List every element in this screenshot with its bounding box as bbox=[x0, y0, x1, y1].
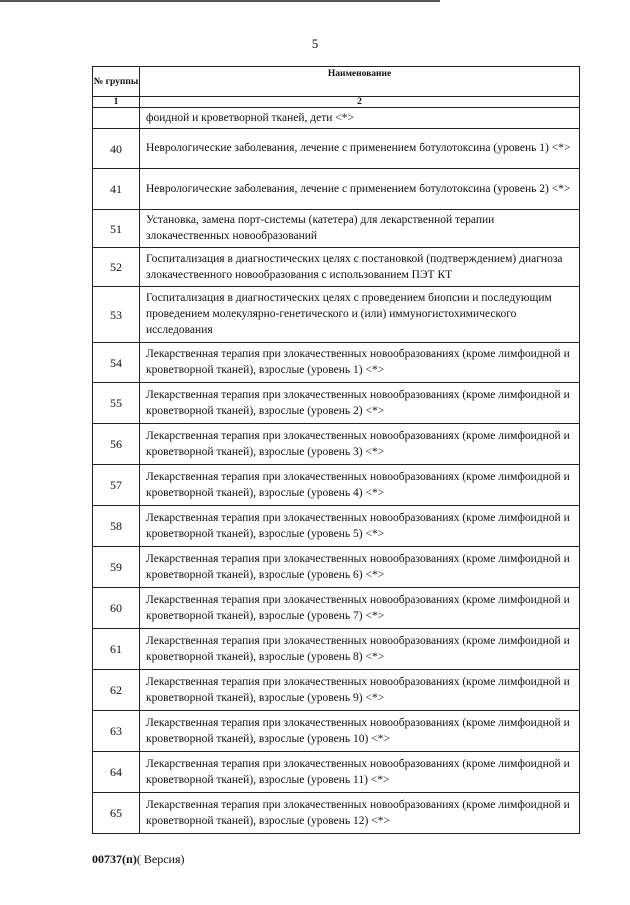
group-number-cell: 41 bbox=[93, 169, 140, 210]
table-row bbox=[93, 588, 580, 629]
group-name-cell: Лекарственная терапия при злокачественных новообразованиях (кроме лимфоидной и кроветворной тканей), взрослые (уровень 1) <*> bbox=[140, 343, 580, 383]
group-name-cell: Лекарственная терапия при злокачественных новообразованиях (кроме лимфоидной и кроветворной тканей), взрослые (уровень 5) <*> bbox=[140, 506, 580, 547]
table-row bbox=[93, 547, 580, 588]
continuation-number-cell bbox=[93, 108, 140, 129]
table-header-row bbox=[93, 67, 580, 97]
document-footer bbox=[92, 852, 185, 867]
group-number-cell: 54 bbox=[93, 343, 140, 383]
name-header: Наименование bbox=[140, 67, 580, 97]
group-number-cell: 60 bbox=[93, 588, 140, 629]
group-name-cell: Лекарственная терапия при злокачественных новообразованиях (кроме лимфоидной и кроветворной тканей), взрослые (уровень 4) <*> bbox=[140, 465, 580, 506]
table-row bbox=[93, 752, 580, 793]
group-number-header: № группы bbox=[93, 67, 140, 97]
page-number: 5 bbox=[311, 36, 319, 51]
table-row bbox=[93, 287, 580, 343]
group-name-cell: Лекарственная терапия при злокачественных новообразованиях (кроме лимфоидной и кроветворной тканей), взрослые (уровень 3) <*> bbox=[140, 424, 580, 465]
table-row bbox=[93, 129, 580, 169]
group-name-cell: Неврологические заболевания, лечение с применением ботулотоксина (уровень 1) <*> bbox=[140, 129, 580, 169]
group-number-cell: 63 bbox=[93, 711, 140, 752]
table-row bbox=[93, 793, 580, 834]
group-number-cell: 51 bbox=[93, 210, 140, 248]
group-name-cell: Госпитализация в диагностических целях с проведением биопсии и последующим проведением молекулярно-генетического и (или) иммуногистохимического исследования bbox=[140, 287, 580, 343]
table-row bbox=[93, 424, 580, 465]
footer-code: 00737(п) bbox=[92, 852, 137, 866]
group-number-cell: 61 bbox=[93, 629, 140, 670]
group-name-cell: Лекарственная терапия при злокачественных новообразованиях (кроме лимфоидной и кроветворной тканей), взрослые (уровень 12) <*> bbox=[140, 793, 580, 834]
group-number-cell: 65 bbox=[93, 793, 140, 834]
group-number-cell: 58 bbox=[93, 506, 140, 547]
table-body bbox=[93, 108, 580, 834]
group-name-cell: Лекарственная терапия при злокачественных новообразованиях (кроме лимфоидной и кроветворной тканей), взрослые (уровень 6) <*> bbox=[140, 547, 580, 588]
group-number-cell: 52 bbox=[93, 248, 140, 287]
table-row bbox=[93, 711, 580, 752]
group-number-cell: 62 bbox=[93, 670, 140, 711]
group-number-cell: 55 bbox=[93, 383, 140, 424]
footer-version: ( Версия) bbox=[136, 852, 185, 866]
group-name-cell: Госпитализация в диагностических целях с постановкой (подтверждением) диагноза злокачественного новообразования с использованием ПЭТ КТ bbox=[140, 248, 580, 287]
group-name-cell: Лекарственная терапия при злокачественных новообразованиях (кроме лимфоидной и кроветворной тканей), взрослые (уровень 7) <*> bbox=[140, 588, 580, 629]
column-index-1: 1 bbox=[93, 97, 140, 108]
table-row bbox=[93, 465, 580, 506]
table-row bbox=[93, 506, 580, 547]
group-name-cell: Лекарственная терапия при злокачественных новообразованиях (кроме лимфоидной и кроветворной тканей), взрослые (уровень 10) <*> bbox=[140, 711, 580, 752]
column-index-2: 2 bbox=[140, 97, 580, 108]
group-number-cell: 57 bbox=[93, 465, 140, 506]
group-name-cell: Неврологические заболевания, лечение с применением ботулотоксина (уровень 2) <*> bbox=[140, 169, 580, 210]
group-name-cell: Лекарственная терапия при злокачественных новообразованиях (кроме лимфоидной и кроветворной тканей), взрослые (уровень 8) <*> bbox=[140, 629, 580, 670]
group-number-cell: 59 bbox=[93, 547, 140, 588]
table-row bbox=[93, 210, 580, 248]
group-number-cell: 40 bbox=[93, 129, 140, 169]
group-name-cell: Установка, замена порт-системы (катетера) для лекарственной терапии злокачественных новообразований bbox=[140, 210, 580, 248]
groups-table bbox=[92, 66, 580, 834]
table-row bbox=[93, 670, 580, 711]
table-row bbox=[93, 343, 580, 383]
group-number-cell: 64 bbox=[93, 752, 140, 793]
group-name-cell: Лекарственная терапия при злокачественных новообразованиях (кроме лимфоидной и кроветворной тканей), взрослые (уровень 2) <*> bbox=[140, 383, 580, 424]
column-index-row bbox=[93, 97, 580, 108]
continuation-text: фоидной и кроветворной тканей, дети <*> bbox=[140, 108, 580, 129]
group-name-cell: Лекарственная терапия при злокачественных новообразованиях (кроме лимфоидной и кроветворной тканей), взрослые (уровень 11) <*> bbox=[140, 752, 580, 793]
group-name-cell: Лекарственная терапия при злокачественных новообразованиях (кроме лимфоидной и кроветворной тканей), взрослые (уровень 9) <*> bbox=[140, 670, 580, 711]
table-row bbox=[93, 248, 580, 287]
group-number-cell: 53 bbox=[93, 287, 140, 343]
table-row bbox=[93, 169, 580, 210]
group-number-cell: 56 bbox=[93, 424, 140, 465]
top-rule bbox=[0, 0, 440, 2]
continuation-row bbox=[93, 108, 580, 129]
table-row bbox=[93, 629, 580, 670]
table-row bbox=[93, 383, 580, 424]
